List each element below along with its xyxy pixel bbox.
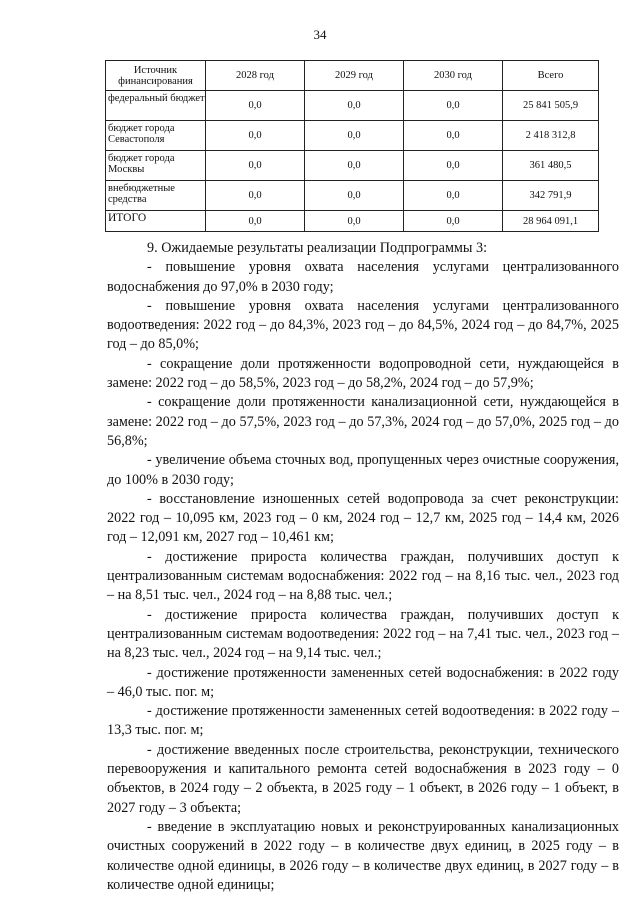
page-number: 34 — [313, 27, 327, 42]
result-item: - достижение введенных после строительства, реконструкции, технического перевооружения и капитального ремонта сетей водоснабжения в 2023 году – 0 объектов, в 2024 году – 2 объекта, в 2025 году – 1 объект, в 2026 году – 1 объект, в 2027 году – 3 объекта; — [107, 741, 619, 816]
value-cell: 0,0 — [305, 91, 404, 121]
value-cell: 0,0 — [305, 151, 404, 181]
value-cell: 0,0 — [404, 121, 503, 151]
table-total-row — [106, 211, 599, 232]
table-row — [106, 121, 599, 151]
results-section — [107, 239, 619, 895]
result-item: - сокращение доли протяженности канализационной сети, нуждающейся в замене: 2022 год – до 57,5%, 2023 год – до 57,3%, 2024 год – до 57,0%, 2025 год – до 56,8%; — [107, 394, 619, 449]
financing-table — [105, 60, 599, 232]
value-cell: 0,0 — [206, 211, 305, 232]
result-item: - достижение протяженности замененных сетей водоснабжения: в 2022 году – 46,0 тыс. пог. м; — [107, 664, 619, 700]
result-item: - достижение протяженности замененных сетей водоотведения: в 2022 году – 13,3 тыс. пог. м; — [107, 703, 619, 739]
source-cell: бюджет города Севастополя — [106, 121, 206, 151]
result-item: - увеличение объема сточных вод, пропущенных через очистные сооружения, до 100% в 2030 году; — [107, 452, 619, 488]
total-cell: 361 480,5 — [503, 151, 599, 181]
total-cell: 28 964 091,1 — [503, 211, 599, 232]
table-row — [106, 151, 599, 181]
header-cell: 2030 год — [404, 61, 503, 91]
source-cell: внебюджетные средства — [106, 181, 206, 211]
result-item: - достижение прироста количества граждан, получивших доступ к централизованным системам водоотведения: 2022 год – на 7,41 тыс. чел., 2023 год – на 8,23 тыс. чел., 2024 год – на 9,14 тыс. чел.; — [107, 606, 619, 662]
value-cell: 0,0 — [404, 211, 503, 232]
value-cell: 0,0 — [206, 91, 305, 121]
header-cell: Источник финансирования — [106, 61, 206, 91]
value-cell: 0,0 — [404, 151, 503, 181]
total-cell: 25 841 505,9 — [503, 91, 599, 121]
table-row — [106, 181, 599, 211]
header-cell: 2029 год — [305, 61, 404, 91]
value-cell: 0,0 — [404, 91, 503, 121]
value-cell: 0,0 — [404, 181, 503, 211]
value-cell: 0,0 — [305, 211, 404, 232]
value-cell: 0,0 — [206, 121, 305, 151]
value-cell: 0,0 — [206, 151, 305, 181]
result-item: - введение в эксплуатацию новых и реконструированных канализационных очистных сооружений в 2022 году – в количестве двух единиц, в 2025 году – в количестве одной единицы, в 2026 году – в количестве двух единиц, в 2027 году – в количестве одной единицы; — [107, 818, 619, 893]
total-cell: 2 418 312,8 — [503, 121, 599, 151]
table-header-row — [106, 61, 599, 91]
header-cell: 2028 год — [206, 61, 305, 91]
table-row — [106, 91, 599, 121]
source-cell: федеральный бюджет — [106, 91, 206, 121]
header-cell: Всего — [503, 61, 599, 91]
source-cell: ИТОГО — [106, 211, 206, 232]
result-item: - повышение уровня охвата населения услугами централизованного водоотведения: 2022 год – до 84,3%, 2023 год – до 84,5%, 2024 год – до 84,7%, 2025 год – до 85,0%; — [107, 297, 619, 353]
result-item: - достижение прироста количества граждан, получивших доступ к централизованным системам водоснабжения: 2022 год – на 8,16 тыс. чел., 2023 год – на 8,51 тыс. чел., 2024 год – на 8,88 тыс. чел.; — [107, 548, 619, 604]
section-heading: 9. Ожидаемые результаты реализации Подпрограммы 3: — [147, 240, 488, 256]
value-cell: 0,0 — [305, 121, 404, 151]
result-item: - повышение уровня охвата населения услугами централизованного водоснабжения до 97,0% в 2030 году; — [107, 259, 619, 295]
result-item: - сокращение доли протяженности водопроводной сети, нуждающейся в замене: 2022 год – до 58,5%, 2023 год – до 58,2%, 2024 год – до 57,9%; — [107, 355, 619, 392]
result-item: - восстановление изношенных сетей водопровода за счет реконструкции: 2022 год – 10,095 км, 2023 год – 0 км, 2024 год – 12,7 км, 2025 год – 14,4 км, 2026 год – 12,091 км, 2027 год – 10,461 км; — [107, 490, 619, 546]
total-cell: 342 791,9 — [503, 181, 599, 211]
source-cell: бюджет города Москвы — [106, 151, 206, 181]
value-cell: 0,0 — [206, 181, 305, 211]
value-cell: 0,0 — [305, 181, 404, 211]
